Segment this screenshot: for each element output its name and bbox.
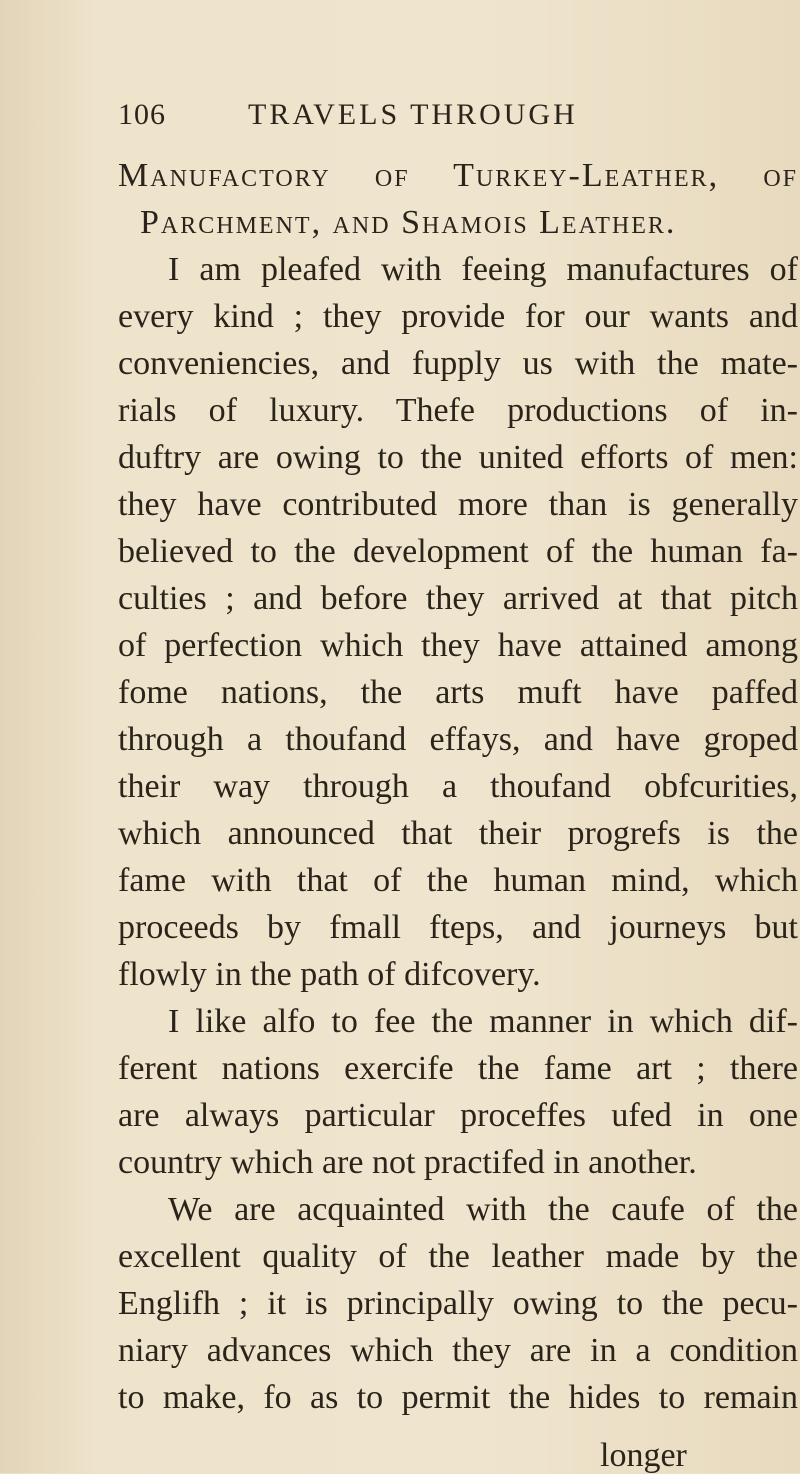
text-line: duftry are owing to the united efforts of men: bbox=[118, 439, 798, 476]
text-line: proceeds by fmall fteps, and journeys but bbox=[118, 909, 798, 946]
page-header bbox=[118, 98, 738, 138]
text-line: their way through a thoufand obfcurities, bbox=[118, 768, 798, 805]
text-line: We are acquainted with the caufe of the bbox=[168, 1191, 798, 1228]
page-number: 106 bbox=[118, 98, 166, 131]
text-line: every kind ; they provide for our wants and bbox=[118, 298, 798, 335]
text-line: rials of luxury. Thefe productions of in- bbox=[118, 392, 798, 429]
text-line: are always particular proceffes ufed in one bbox=[118, 1097, 798, 1134]
text-line: conveniencies, and fupply us with the mate- bbox=[118, 345, 798, 382]
text-line: through a thoufand effays, and have groped bbox=[118, 721, 798, 758]
text-line: culties ; and before they arrived at that pitch bbox=[118, 580, 798, 617]
body-text bbox=[118, 152, 798, 1421]
text-line: ferent nations exercife the fame art ; there bbox=[118, 1050, 798, 1087]
text-line: fame with that of the human mind, which bbox=[118, 862, 798, 899]
text-line: I am pleafed with feeing manufactures of bbox=[168, 251, 798, 288]
text-line: country which are not practifed in another. bbox=[118, 1144, 697, 1181]
text-line: they have contributed more than is generally bbox=[118, 486, 798, 523]
text-line: excellent quality of the leather made by the bbox=[118, 1238, 798, 1275]
text-line: flowly in the path of difcovery. bbox=[118, 956, 541, 993]
section-heading-line-2: Parchment, and Shamois Leather. bbox=[140, 204, 677, 241]
text-line: to make, fo as to permit the hides to remain bbox=[118, 1379, 798, 1416]
section-heading-line-1: Manufactory of Turkey-Leather, of bbox=[118, 157, 798, 194]
running-head: TRAVELS THROUGH bbox=[248, 98, 578, 131]
text-line: which announced that their progrefs is the bbox=[118, 815, 798, 852]
catchword: longer bbox=[600, 1437, 687, 1474]
text-line: Englifh ; it is principally owing to the pecu- bbox=[118, 1285, 798, 1322]
text-line: niary advances which they are in a condition bbox=[118, 1332, 798, 1369]
text-line: of perfection which they have attained among bbox=[118, 627, 798, 664]
text-line: fome nations, the arts muft have paffed bbox=[118, 674, 798, 711]
text-line: I like alfo to fee the manner in which dif- bbox=[168, 1003, 798, 1040]
text-line: believed to the development of the human fa- bbox=[118, 533, 798, 570]
